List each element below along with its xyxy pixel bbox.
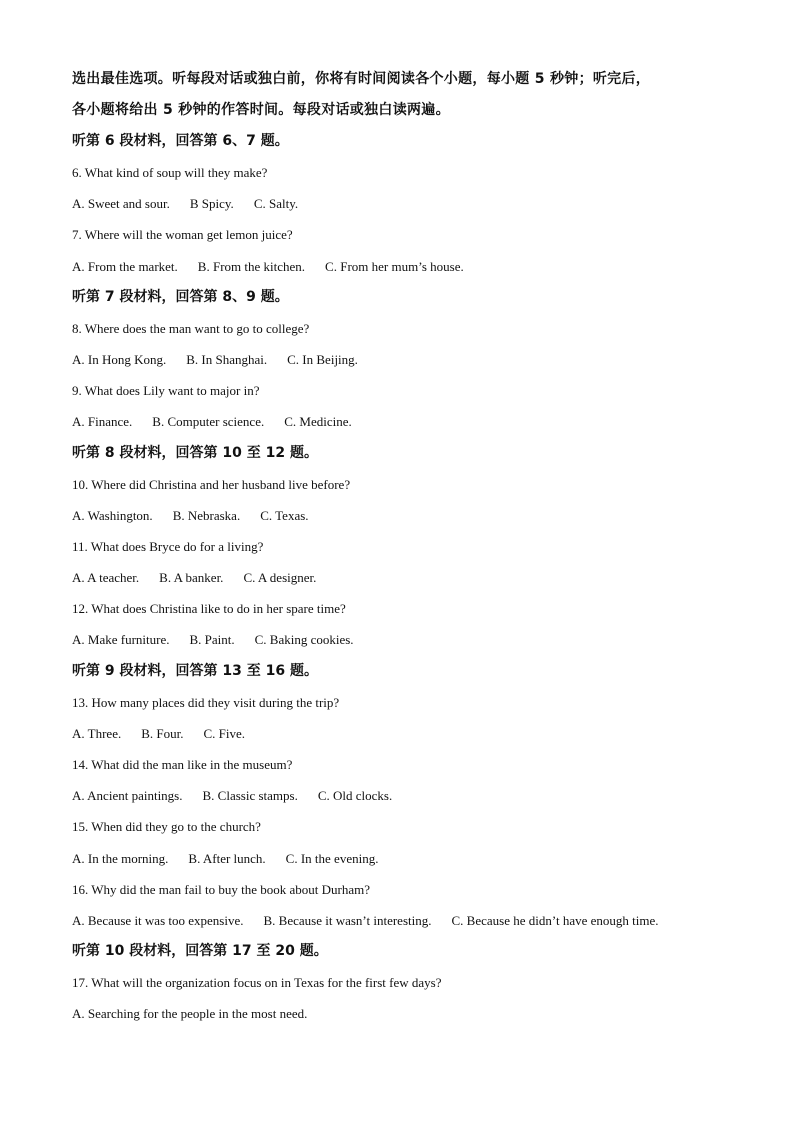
question-stem: 12. What does Christina like to do in her spare time? [72, 601, 346, 617]
answer-option: A. A teacher. [72, 570, 140, 586]
answer-option: A. Sweet and sour. [72, 196, 170, 212]
instructions-line-1: 选出最佳选项。听每段对话或独白前，你将有时间阅读各个小题，每小题 5 秒钟；听完后， [72, 71, 651, 87]
question-stem: 6. What kind of soup will they make? [72, 165, 268, 180]
answer-option: A. In Hong Kong. [72, 351, 167, 367]
answer-option: A. Make furniture. [72, 632, 170, 648]
answer-options [72, 905, 732, 936]
question-stem: 7. Where will the woman get lemon juice? [72, 227, 293, 243]
answer-options [72, 344, 732, 375]
answer-option: C. Because he didn’t have enough time. [451, 912, 659, 928]
section-heading: 听第 9 段材料，回答第 13 至 16 题。 [72, 662, 318, 679]
answer-option: C. From her mum’s house. [325, 258, 464, 274]
answer-option: B Spicy. [189, 196, 234, 212]
answer-options [72, 624, 732, 655]
answer-option: C. Baking cookies. [254, 632, 354, 648]
answer-option: C. Five. [203, 725, 246, 741]
answer-option: C. Medicine. [284, 414, 352, 430]
answer-option: C. Old clocks. [317, 788, 393, 804]
answer-options [72, 998, 732, 1029]
question-stem: 14. What did the man like in the museum? [72, 757, 293, 772]
answer-option: A. Ancient paintings. [72, 788, 183, 804]
question-stem: 10. Where did Christina and her husband live before? [72, 476, 351, 492]
answer-option: B. Paint. [189, 632, 235, 648]
section-heading: 听第 6 段材料，回答第 6、7 题。 [72, 133, 289, 149]
section-heading: 听第 8 段材料，回答第 10 至 12 题。 [72, 444, 318, 461]
answer-option: A. Because it was too expensive. [72, 912, 244, 928]
answer-option: C. Texas. [260, 507, 309, 523]
answer-option: C. In the evening. [285, 850, 379, 866]
answer-options [72, 406, 732, 437]
answer-option: B. Classic stamps. [202, 788, 298, 804]
question-stem: 17. What will the organization focus on in Texas for the first few days? [72, 975, 442, 991]
answer-option: C. In Beijing. [287, 351, 358, 367]
answer-options [72, 843, 732, 874]
question-stem: 8. Where does the man want to go to college? [72, 320, 310, 336]
answer-option: C. A designer. [243, 570, 317, 586]
question-stem: 11. What does Bryce do for a living? [72, 538, 264, 554]
document-page [72, 64, 732, 1030]
section-heading: 听第 7 段材料，回答第 8、9 题。 [72, 288, 289, 305]
answer-option: B. From the kitchen. [197, 258, 306, 274]
instructions-line-2: 各小题将给出 5 秒钟的作答时间。每段对话或独白读两遍。 [72, 102, 450, 118]
answer-options [72, 188, 732, 219]
question-stem: 15. When did they go to the church? [72, 819, 261, 835]
question-stem: 16. Why did the man fail to buy the book about Durham? [72, 881, 370, 897]
answer-options [72, 780, 732, 811]
section-heading: 听第 10 段材料，回答第 17 至 20 题。 [72, 943, 328, 960]
answer-option: B. After lunch. [188, 850, 266, 866]
listening-sections [72, 126, 732, 1030]
answer-option: A. From the market. [72, 258, 178, 274]
answer-option: B. A banker. [159, 570, 224, 586]
answer-options [72, 562, 732, 593]
answer-option: A. Finance. [72, 414, 133, 430]
answer-options [72, 718, 732, 749]
answer-option: B. In Shanghai. [186, 351, 268, 367]
answer-option: B. Nebraska. [172, 507, 241, 523]
answer-option: A. In the morning. [72, 850, 169, 866]
answer-options [72, 500, 732, 531]
answer-option: A. Three. [72, 725, 122, 741]
answer-option: A. Searching for the people in the most need. [72, 1006, 308, 1022]
answer-options [72, 251, 732, 282]
answer-option: C. Salty. [253, 196, 299, 212]
answer-option: B. Computer science. [152, 414, 265, 430]
question-stem: 9. What does Lily want to major in? [72, 383, 260, 399]
answer-option: B. Because it wasn’t interesting. [263, 912, 432, 928]
answer-option: A. Washington. [72, 507, 153, 523]
question-stem: 13. How many places did they visit during the trip? [72, 694, 340, 710]
answer-option: B. Four. [141, 725, 184, 741]
